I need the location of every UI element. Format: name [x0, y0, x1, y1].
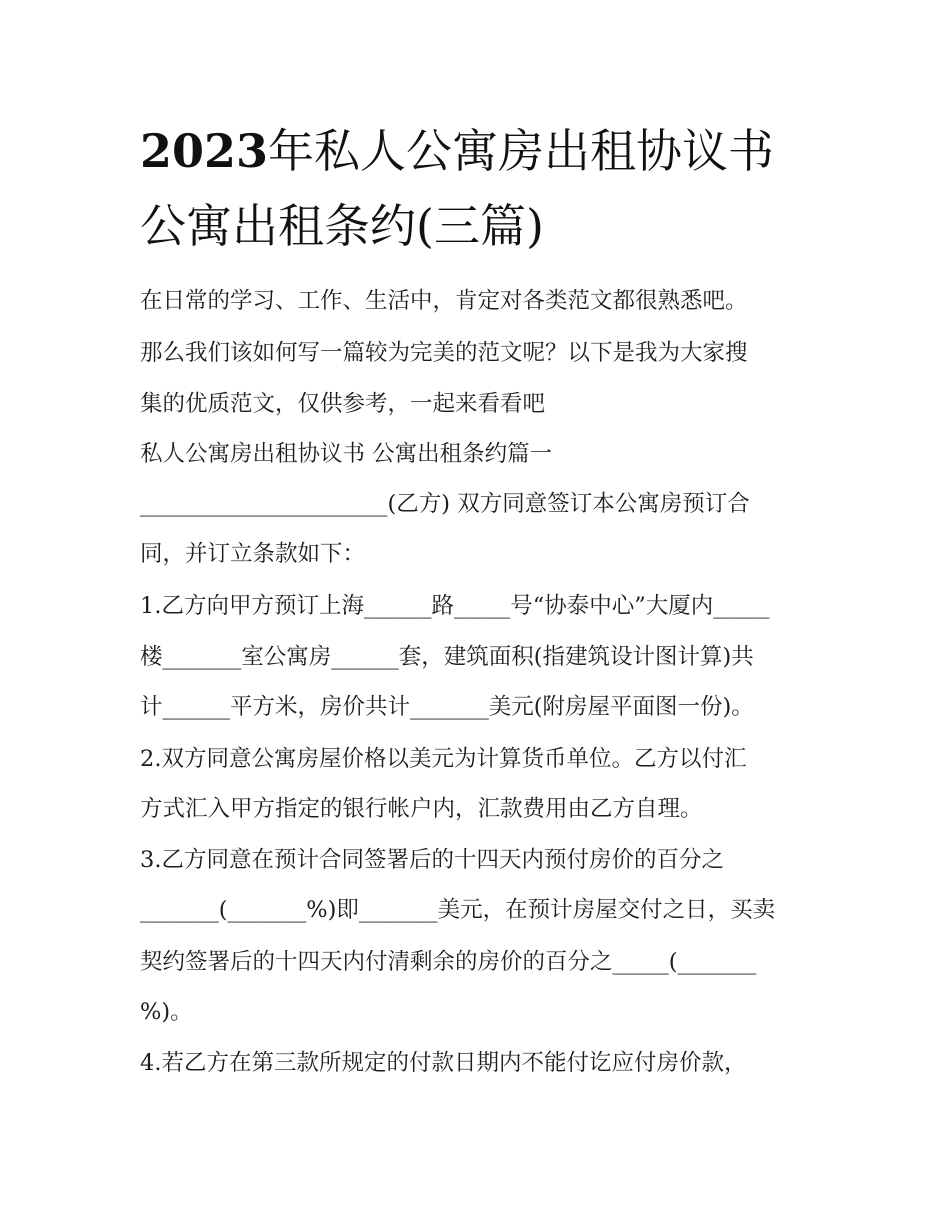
title-year: 2023: [140, 124, 269, 178]
body-line: 集的优质范文，仅供参考，一起来看看吧: [140, 391, 546, 417]
clause-3-line: 契约签署后的十四天内付清剩余的房价的百分之_____(_______: [140, 949, 757, 975]
body-line: 那么我们该如何写一篇较为完美的范文呢？以下是我为大家搜: [140, 340, 748, 366]
clause-1-line: 1.乙方向甲方预订上海______路_____号“协泰中心”大厦内_____: [140, 593, 770, 619]
body-line: 在日常的学习、工作、生活中，肯定对各类范文都很熟悉吧。: [140, 288, 748, 314]
body-line: 同，并订立条款如下：: [140, 541, 366, 567]
clause-2-line: 2.双方同意公寓房屋价格以美元为计算货币单位。乙方以付汇: [140, 746, 747, 772]
clause-1-line: 楼_______室公寓房______套，建筑面积(指建筑设计图计算)共: [140, 644, 754, 670]
section-heading: 私人公寓房出租协议书 公寓出租条约篇一: [140, 441, 553, 467]
clause-4-line: 4.若乙方在第三款所规定的付款日期内不能付讫应付房价款，: [140, 1050, 747, 1076]
document-title-line-2: 公寓出租条约(三篇): [140, 199, 544, 253]
clause-3-line: 3.乙方同意在预计合同签署后的十四天内预付房价的百分之: [140, 847, 724, 873]
clause-1-line: 计______平方米，房价共计_______美元(附房屋平面图一份)。: [140, 694, 754, 720]
body-line: ______________________(乙方) 双方同意签订本公寓房预订合: [140, 491, 750, 517]
title-line-1-text: 年私人公寓房出租协议书: [268, 124, 775, 178]
document-title-line-1: [140, 125, 840, 177]
clause-3-line: _______(_______%)即_______美元，在预计房屋交付之日，买卖: [140, 897, 776, 923]
clause-3-line: %)。: [140, 999, 193, 1025]
clause-2-line: 方式汇入甲方指定的银行帐户内，汇款费用由乙方自理。: [140, 796, 703, 822]
